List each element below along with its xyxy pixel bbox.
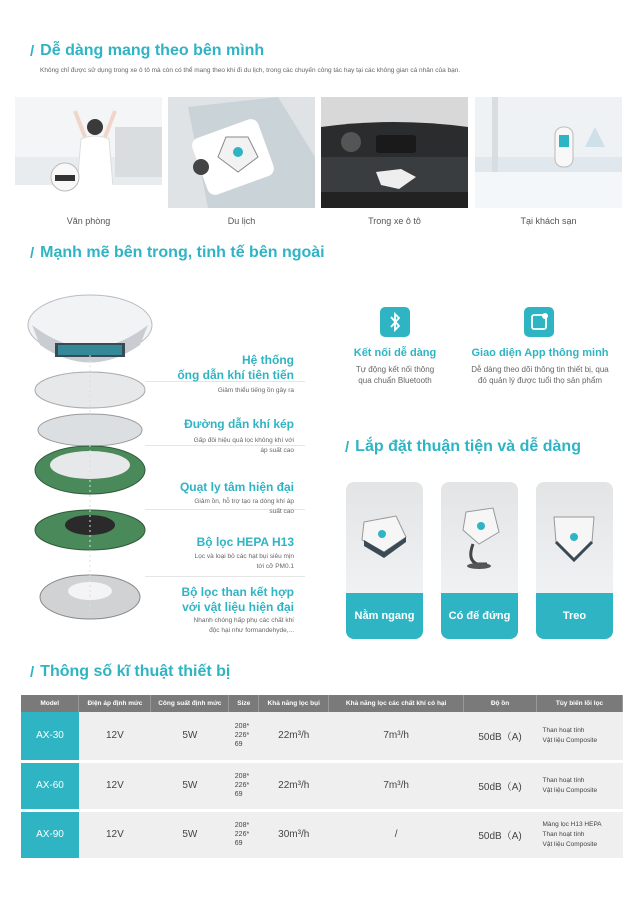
- layer-title-airflow: [150, 353, 294, 383]
- cell-model: AX-90: [21, 810, 79, 859]
- bluetooth-icon: [380, 307, 410, 337]
- spec-table: [21, 695, 623, 861]
- install-card-label: Nằm ngang: [346, 593, 423, 639]
- cell-gas: 7m³/h: [329, 761, 464, 810]
- cell-voltage: 12V: [79, 810, 151, 859]
- layer-desc-dual-duct: [150, 436, 294, 456]
- layer-desc-line: áp suất cao: [260, 447, 294, 454]
- layer-title-line: Hệ thống: [242, 353, 294, 367]
- filter-line: Than hoạt tính: [542, 726, 585, 734]
- cell-size: [229, 761, 259, 810]
- cell-filter: [537, 712, 623, 761]
- feature-title-bluetooth: Kết nối dễ dàng: [353, 347, 437, 359]
- slash-icon: /: [345, 438, 350, 456]
- section-subtitle: Không chỉ được sử dụng trong xe ô tô mà còn có thể mang theo khi đi du lịch, trong các chuyến công tác hay tại các không gian cá nhân của bạn.: [40, 67, 461, 74]
- size-line: 226*: [234, 782, 250, 789]
- cell-power: 5W: [151, 810, 229, 859]
- slash-icon: /: [30, 244, 35, 262]
- install-card-hanging: [536, 482, 613, 639]
- feature-desc-app: [455, 364, 625, 386]
- filter-line: Than hoạt tính: [542, 776, 585, 784]
- photo-label-hotel: Tại khách sạn: [520, 216, 577, 226]
- size-line: 69: [234, 741, 243, 749]
- filter-line: Vật liệu Composite: [542, 786, 598, 794]
- size-line: 226*: [234, 831, 250, 838]
- col-header-size: Size: [229, 695, 259, 712]
- table-row: [21, 761, 623, 810]
- feature-desc-line: Tự động kết nối thông: [355, 365, 435, 374]
- filter-line: Vật liệu Composite: [542, 840, 598, 848]
- section-title-text: Mạnh mẽ bên trong, tinh tế bên ngoài: [40, 244, 325, 261]
- layer-title-line: Bộ lọc than kết hợp: [181, 585, 294, 599]
- cell-power: 5W: [151, 761, 229, 810]
- col-header-filter: Tùy biến lõi lọc: [537, 695, 623, 712]
- feature-desc-bluetooth: [330, 364, 460, 386]
- cell-dust: 22m³/h: [259, 761, 329, 810]
- feature-desc-line: Dễ dàng theo dõi thông tin thiết bị, qua: [471, 365, 609, 374]
- cell-voltage: 12V: [79, 712, 151, 761]
- photo-label-travel: Du lịch: [227, 216, 256, 226]
- photo-car: [321, 97, 468, 208]
- spec-table-header-row: [21, 695, 623, 712]
- layer-desc-carbon: [150, 616, 294, 636]
- cell-gas: /: [329, 810, 464, 859]
- layer-desc-fan: [150, 497, 294, 517]
- section-title-text: Thông số kĩ thuật thiết bị: [40, 663, 231, 680]
- layer-title-line: ống dẫn khí tiên tiến: [177, 368, 294, 382]
- layer-title-hepa: [150, 535, 294, 550]
- cell-noise: 50dB（A): [464, 810, 537, 859]
- layer-desc-airflow: [150, 386, 294, 396]
- divider: [145, 576, 305, 577]
- layer-title-line: với vật liệu hiện đại: [182, 600, 294, 614]
- size-line: 208*: [234, 773, 250, 780]
- photo-travel: [168, 97, 315, 208]
- layer-desc-line: Giảm thiểu tiếng ồn gây ra: [217, 387, 294, 394]
- install-card-label: Treo: [536, 593, 613, 639]
- table-row: [21, 712, 623, 761]
- layer-title-line: Đường dẫn khí kép: [184, 417, 294, 431]
- layer-desc-line: Gấp đôi hiệu quả lọc không khí với: [193, 437, 294, 444]
- size-line: 208*: [234, 822, 250, 829]
- feature-desc-line: qua chuẩn Bluetooth: [358, 376, 432, 385]
- filter-line: Màng lọc H13 HEPA: [542, 820, 602, 828]
- app-icon: [524, 307, 554, 337]
- table-row: [21, 810, 623, 859]
- feature-desc-line: đó quản lý được tuổi thọ sản phẩm: [477, 376, 602, 385]
- cell-dust: 30m³/h: [259, 810, 329, 859]
- photo-label-car: Trong xe ô tô: [368, 216, 421, 226]
- section-title-text: Dễ dàng mang theo bên mình: [40, 42, 265, 59]
- cell-voltage: 12V: [79, 761, 151, 810]
- cell-filter: [537, 810, 623, 859]
- layer-title-fan: [150, 480, 294, 495]
- cell-dust: 22m³/h: [259, 712, 329, 761]
- cell-gas: 7m³/h: [329, 712, 464, 761]
- col-header-dust: Khả năng lọc bụi: [259, 695, 329, 712]
- col-header-voltage: Điện áp định mức: [79, 695, 151, 712]
- layer-desc-line: Nhanh chóng hấp phụ các chất khí: [193, 617, 294, 624]
- cell-filter: [537, 761, 623, 810]
- filter-line: Than hoạt tính: [542, 830, 585, 838]
- cell-model: AX-30: [21, 712, 79, 761]
- col-header-power: Công suất định mức: [151, 695, 229, 712]
- col-header-model: Model: [21, 695, 79, 712]
- section-title-text: Lắp đặt thuận tiện và dễ dàng: [355, 438, 581, 455]
- layer-title-line: Bộ lọc HEPA H13: [196, 535, 294, 549]
- size-line: 226*: [234, 732, 250, 740]
- cell-size: [229, 810, 259, 859]
- cell-size: [229, 712, 259, 761]
- cell-noise: 50dB（A): [464, 761, 537, 810]
- section-title-specs: [30, 663, 230, 681]
- cell-noise: 50dB（A): [464, 712, 537, 761]
- section-title-portable: [30, 42, 264, 60]
- section-title-install: [345, 438, 581, 456]
- layer-desc-line: Giảm ồn, hỗ trợ tạo ra dòng khí áp: [194, 498, 294, 505]
- layer-title-carbon: [150, 585, 294, 615]
- photo-hotel: [475, 97, 622, 208]
- layer-desc-line: độc hại như formandehyde,...: [209, 627, 294, 634]
- size-line: 69: [234, 840, 243, 847]
- feature-title-app: Giao diện App thông minh: [471, 347, 609, 359]
- size-line: 69: [234, 791, 243, 798]
- exploded-device-image: [20, 285, 160, 645]
- size-line: 208*: [234, 723, 250, 731]
- layer-title-dual-duct: [150, 417, 294, 432]
- layer-desc-hepa: [150, 552, 294, 572]
- install-card-stand: [441, 482, 518, 639]
- section-title-design: [30, 244, 325, 262]
- install-card-label: Có đế đứng: [441, 593, 518, 639]
- photo-office: [15, 97, 162, 208]
- layer-title-line: Quạt ly tâm hiện đại: [179, 480, 294, 494]
- filter-line: Vật liệu Composite: [542, 736, 598, 744]
- col-header-gas: Khả năng lọc các chất khí có hại: [329, 695, 464, 712]
- layer-desc-line: Lọc và loại bỏ các hạt bụi siêu mịn: [194, 553, 294, 560]
- slash-icon: /: [30, 42, 35, 60]
- photo-label-office: Văn phòng: [66, 216, 111, 226]
- cell-model: AX-60: [21, 761, 79, 810]
- col-header-noise: Độ ồn: [464, 695, 537, 712]
- layer-desc-line: suất cao: [269, 508, 294, 515]
- layer-desc-line: tới cỡ PM0.1: [256, 563, 294, 570]
- slash-icon: /: [30, 663, 35, 681]
- cell-power: 5W: [151, 712, 229, 761]
- install-card-horizontal: [346, 482, 423, 639]
